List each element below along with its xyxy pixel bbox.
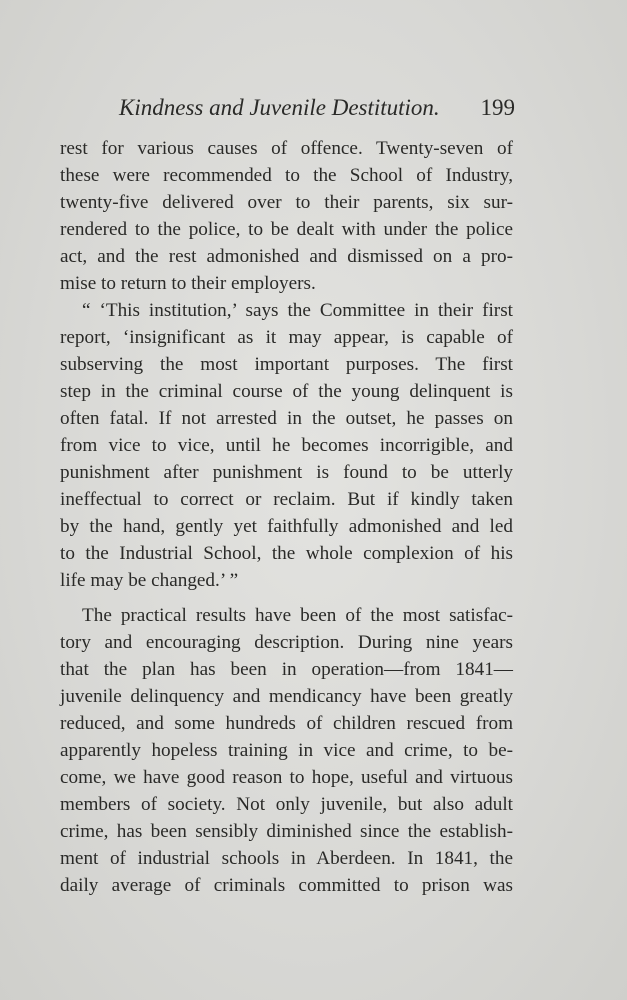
text-line: apparently hopeless training in vice and crime, to be-	[60, 740, 513, 761]
text-line: tory and encouraging description. During nine years	[60, 632, 513, 653]
text-line: twenty-five delivered over to their parents, six sur-	[60, 192, 513, 213]
text-line: punishment after punishment is found to be utterly	[60, 462, 513, 483]
text-line: The practical results have been of the most satisfac-	[82, 605, 513, 626]
text-line: ment of industrial schools in Aberdeen. In 1841, the	[60, 848, 513, 869]
text-line: often fatal. If not arrested in the outset, he passes on	[60, 408, 513, 429]
text-line: daily average of criminals committed to prison was	[60, 875, 513, 896]
text-line: that the plan has been in operation—from 1841—	[60, 659, 513, 680]
text-line: to the Industrial School, the whole complexion of his	[60, 543, 513, 564]
text-line: by the hand, gently yet faithfully admonished and led	[60, 516, 513, 537]
text-line: subserving the most important purposes. The first	[60, 354, 513, 375]
text-line: act, and the rest admonished and dismissed on a pro-	[60, 246, 513, 267]
text-line: “ ‘This institution,’ says the Committee in their first	[82, 300, 513, 321]
text-line: rendered to the police, to be dealt with under the police	[60, 219, 513, 240]
text-line: life may be changed.’ ”	[60, 570, 239, 591]
text-line: from vice to vice, until he becomes incorrigible, and	[60, 435, 513, 456]
running-head	[60, 91, 515, 125]
text-line: ineffectual to correct or reclaim. But if kindly taken	[60, 489, 513, 510]
text-line: report, ‘insignificant as it may appear, is capable of	[60, 327, 513, 348]
text-line: members of society. Not only juvenile, but also adult	[60, 794, 513, 815]
running-title: Kindness and Juvenile Destitution.	[119, 95, 440, 120]
text-line: reduced, and some hundreds of children rescued from	[60, 713, 513, 734]
text-line: rest for various causes of offence. Twenty-seven of	[60, 138, 513, 159]
text-line: juvenile delinquency and mendicancy have been greatly	[60, 686, 513, 707]
text-line: mise to return to their employers.	[60, 273, 316, 294]
text-line: come, we have good reason to hope, useful and virtuous	[60, 767, 513, 788]
page-number: 199	[480, 95, 515, 120]
text-line: crime, has been sensibly diminished since the establish-	[60, 821, 513, 842]
text-line: these were recommended to the School of Industry,	[60, 165, 513, 186]
text-line: step in the criminal course of the young delinquent is	[60, 381, 513, 402]
